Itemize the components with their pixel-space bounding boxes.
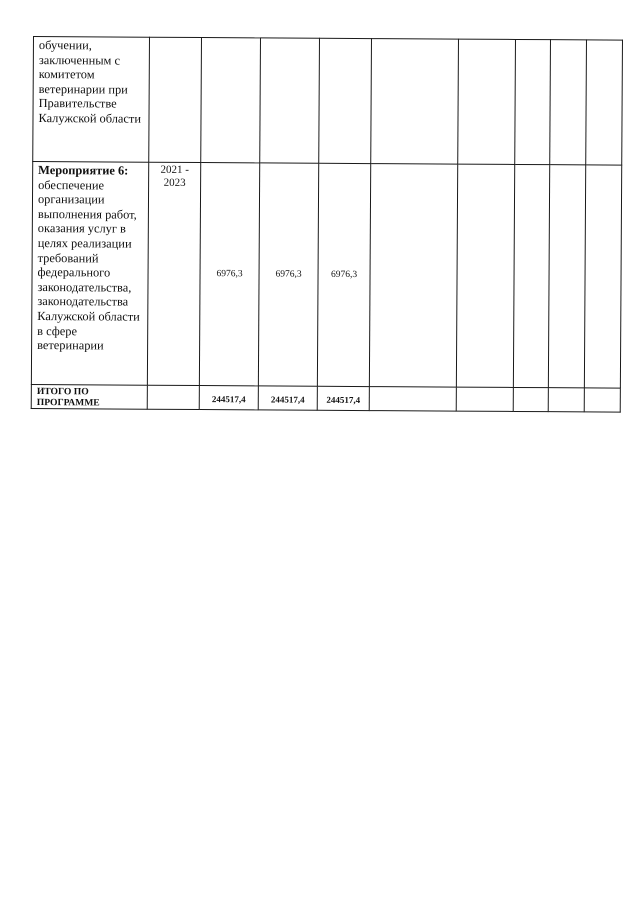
measure6-empty-cell bbox=[456, 164, 514, 387]
measure6-value-cell bbox=[317, 163, 370, 386]
measure6-empty-cell bbox=[548, 165, 585, 388]
total-empty-cell bbox=[456, 387, 513, 411]
measure6-value-cell bbox=[199, 163, 259, 386]
total-value-1: 244517,4 bbox=[211, 394, 246, 405]
continued-value-cell bbox=[260, 38, 320, 163]
table-row-total bbox=[31, 384, 620, 412]
total-value-cell bbox=[258, 386, 317, 410]
table-row-measure-6 bbox=[31, 162, 621, 389]
continued-empty-cell bbox=[458, 39, 516, 164]
program-budget-table bbox=[31, 36, 623, 413]
measure6-value-cell bbox=[258, 163, 318, 386]
total-empty-cell bbox=[548, 388, 584, 412]
measure6-value-1: 6976,3 bbox=[216, 269, 243, 280]
continued-value-cell bbox=[201, 38, 261, 163]
continued-value-cell bbox=[319, 38, 372, 163]
total-value-3: 244517,4 bbox=[326, 394, 361, 406]
table-row-continued bbox=[33, 37, 623, 166]
total-empty-cell bbox=[369, 387, 456, 412]
continued-empty-cell bbox=[371, 39, 459, 165]
continued-years-cell bbox=[149, 37, 202, 162]
measure6-value-2: 6976,3 bbox=[275, 269, 302, 280]
total-value-2: 244517,4 bbox=[270, 394, 305, 405]
continued-name-text: обучении, заключенным с комитетом ветеринарии при Правительстве Калужской области bbox=[38, 38, 142, 126]
continued-empty-cell bbox=[515, 39, 551, 164]
total-value-cell bbox=[317, 386, 369, 410]
total-label: ИТОГО ПО ПРОГРАММЕ bbox=[36, 386, 100, 409]
measure6-name-cell bbox=[31, 162, 148, 386]
measure6-years-cell bbox=[147, 162, 200, 385]
continued-empty-cell bbox=[550, 40, 587, 165]
total-empty-cell bbox=[513, 387, 548, 411]
total-label-cell bbox=[31, 384, 147, 409]
total-value-cell bbox=[199, 386, 258, 410]
measure6-empty-cell bbox=[513, 164, 549, 387]
measure6-title: Мероприятие 6: bbox=[38, 163, 129, 178]
measure6-value-3: 6976,3 bbox=[330, 269, 358, 280]
total-empty-cell bbox=[584, 388, 620, 412]
measure6-description: обеспечение организации выполнения работ, оказания услуг в целях реализации требований федерального законодательства, законодательства Калужской области в сфере ветеринарии bbox=[37, 177, 140, 353]
measure6-name-text bbox=[32, 162, 148, 355]
total-years-cell bbox=[147, 385, 199, 409]
continued-name-cell bbox=[33, 37, 150, 163]
measure6-empty-cell bbox=[584, 165, 621, 388]
measure6-empty-cell bbox=[369, 164, 457, 388]
measure6-years: 2021 - 2023 bbox=[160, 163, 189, 189]
continued-empty-cell bbox=[586, 40, 623, 165]
